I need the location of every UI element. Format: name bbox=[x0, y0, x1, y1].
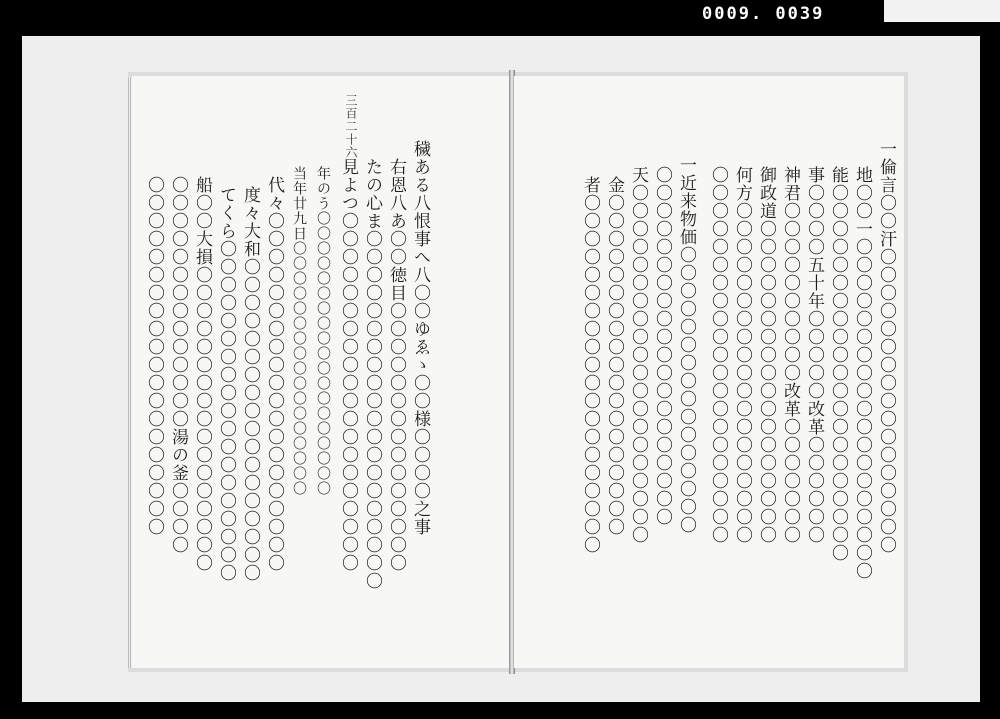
text-column: 事〇〇〇〇五十年〇〇〇〇〇改革〇〇〇〇〇〇 bbox=[804, 166, 824, 544]
page-number-note: 三百二十六 bbox=[344, 94, 358, 159]
text-column: 当年廿九日〇〇〇〇〇〇〇〇〇〇〇〇〇〇〇〇〇 bbox=[291, 166, 307, 496]
text-column: 穢ある八恨事へ八〇〇ゆゑゝ〇〇様〇〇〇〇之事 bbox=[410, 140, 430, 536]
text-column: 船〇〇大損〇〇〇〇〇〇〇〇〇〇〇〇〇〇〇〇〇 bbox=[192, 176, 212, 572]
right-page bbox=[514, 76, 904, 668]
frame-number: 0009. 0039 bbox=[702, 4, 825, 24]
text-column: 御政道〇〇〇〇〇〇〇〇〇〇〇〇〇〇〇〇〇〇 bbox=[756, 166, 776, 544]
text-column: たの心ま〇〇〇〇〇〇〇〇〇〇〇〇〇〇〇〇〇〇〇〇 bbox=[362, 158, 382, 590]
text-column: 神君〇〇〇〇〇〇〇〇〇〇改革〇〇〇〇〇〇〇 bbox=[780, 166, 800, 544]
text-column: 一倫言〇〇汗〇〇〇〇〇〇〇〇〇〇〇〇〇〇〇〇〇 bbox=[876, 140, 896, 554]
text-column: 見よつ〇〇〇〇〇〇〇〇〇〇〇〇〇〇〇〇〇〇〇〇 bbox=[338, 158, 358, 572]
text-column: てくら〇〇〇〇〇〇〇〇〇〇〇〇〇〇〇〇〇〇〇 bbox=[216, 186, 236, 582]
text-column: 〇〇〇〇〇〇〇〇〇〇〇〇〇〇湯の釜〇〇〇〇 bbox=[168, 176, 188, 554]
text-column: 一近来物価〇〇〇〇〇〇〇〇〇〇〇〇〇〇〇〇 bbox=[676, 156, 696, 534]
text-column: 天〇〇〇〇〇〇〇〇〇〇〇〇〇〇〇〇〇〇〇〇 bbox=[628, 166, 648, 544]
text-column: 地〇〇一〇〇〇〇〇〇〇〇〇〇〇〇〇〇〇〇〇〇〇 bbox=[852, 166, 872, 580]
left-page bbox=[132, 76, 510, 668]
text-column: 右恩八あ〇〇徳目〇〇〇〇〇〇〇〇〇〇〇〇〇〇〇 bbox=[386, 158, 406, 572]
text-column: 能〇〇〇〇〇〇〇〇〇〇〇〇〇〇〇〇〇〇〇〇〇 bbox=[828, 166, 848, 562]
film-edge-strip bbox=[884, 0, 1000, 22]
text-column: 代々〇〇〇〇〇〇〇〇〇〇〇〇〇〇〇〇〇〇〇〇 bbox=[264, 176, 284, 572]
text-column: 年のう〇〇〇〇〇〇〇〇〇〇〇〇〇〇〇〇〇〇〇 bbox=[315, 166, 331, 496]
text-column: 〇〇〇〇〇〇〇〇〇〇〇〇〇〇〇〇〇〇〇〇〇 bbox=[708, 166, 728, 544]
text-column: 〇〇〇〇〇〇〇〇〇〇〇〇〇〇〇〇〇〇〇〇 bbox=[652, 166, 672, 526]
text-column: 何方〇〇〇〇〇〇〇〇〇〇〇〇〇〇〇〇〇〇〇 bbox=[732, 166, 752, 544]
text-column: 金〇〇〇〇〇〇〇〇〇〇〇〇〇〇〇〇〇〇〇 bbox=[604, 176, 624, 536]
text-column: 者〇〇〇〇〇〇〇〇〇〇〇〇〇〇〇〇〇〇〇〇 bbox=[580, 176, 600, 554]
text-column: 〇〇〇〇〇〇〇〇〇〇〇〇〇〇〇〇〇〇〇〇 bbox=[144, 176, 164, 536]
text-column: 度々大和〇〇〇〇〇〇〇〇〇〇〇〇〇〇〇〇〇〇 bbox=[240, 186, 260, 582]
